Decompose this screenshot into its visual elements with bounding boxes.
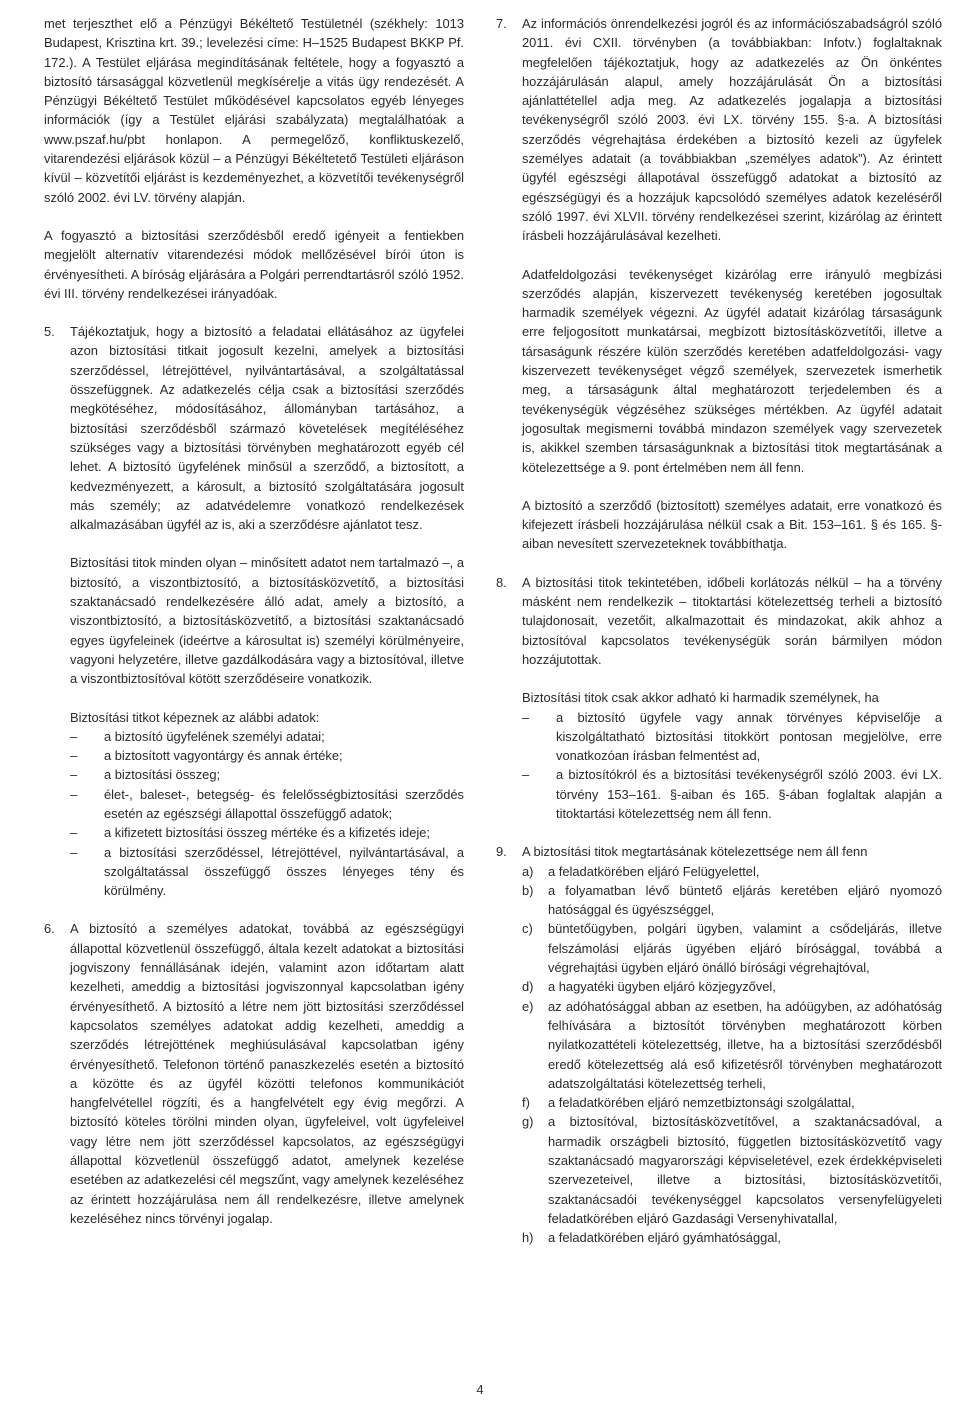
paragraph-exceptions-intro: A biztosítási titok megtartásának kötelezettsége nem áll fenn bbox=[522, 844, 868, 860]
dash-marker: – bbox=[70, 748, 78, 764]
list-item bbox=[70, 727, 464, 746]
list-item bbox=[522, 765, 942, 823]
list-item-text: a biztosított vagyontárgy és annak értéke; bbox=[104, 748, 343, 764]
list-item-text: a biztosító ügyfele vagy annak törvényes képviselője a kiszolgáltatható biztosítási titokkört pontosan megjelölve, erre vonatkozóan írásban felmentést ad, bbox=[556, 709, 942, 764]
paragraph-confidentiality: A biztosítási titok tekintetében, időbeli korlátozás nélkül – ha a törvény másként nem rendelkezik – titoktartási kötelezettség terheli a biztosító tulajdonosait, vezetőit, alkalmazottait és mindazokat, akik ahhoz a biztosítóval kapcsolatos tevékenységük során bármilyen módon hozzájutottak. bbox=[522, 574, 942, 667]
section-8 bbox=[496, 573, 942, 824]
paragraph-data-transfer: A biztosító a szerződő (biztosított) személyes adatait, erre vonatkozó és kifejezett írásbeli hozzájárulása nélkül csak a Bit. 153–161. § és 165. §-aiban nevesített szervezeteknek továbbíthatja. bbox=[522, 497, 942, 552]
list-item-text: az adóhatósággal abban az esetben, ha adóügyben, az adóhatóság felhívására a biztosítót törvényben meghatározott körben nyilatkozattételi kötelezettség, illetve, ha a biztosítási szerződésből eredő kötelezettség alá eső kifizetésről törvényben meghatározott adatszolgáltatási kötelezettség terheli, bbox=[548, 998, 942, 1091]
list-item bbox=[522, 1112, 942, 1228]
exceptions-list bbox=[522, 862, 942, 1248]
section-7 bbox=[496, 14, 942, 554]
list-item-text: élet-, baleset-, betegség- és felelősségbiztosítási szerződés esetén az egészségi állapottal összefüggő adatok; bbox=[104, 786, 464, 821]
list-item bbox=[522, 977, 942, 996]
list-item-text: a biztosítási szerződéssel, létrejöttével, nyilvántartásával, a szolgáltatással összefüggő összes lényeges tény és körülmény. bbox=[104, 844, 464, 899]
list-item bbox=[522, 1228, 942, 1247]
paragraph-insurance-secret-definition: Biztosítási titok minden olyan – minősített adatot nem tartalmazó –, a biztosító, a viszontbiztosító, a biztosításközvetítő, a biztosítási szaktanácsadó rendelkezésére álló adat, amely a biztosító, a viszontbiztosító, a biztosításközvetítő, a biztosítási szaktanácsadó egyes ügyfeleinek (ideértve a károsultat is) személyi körülményeire, vagyoni helyzetére, illetve gazdálkodására vagy a biztosítóval, illetve a viszontbiztosítóval kötött szerződéseire vonatkozik. bbox=[70, 555, 464, 687]
paragraph-court-route: A fogyasztó a biztosítási szerződésből eredő igényeit a fentiekben megjelölt alternatív vitarendezési módok mellőzésével bírói úton is érvényesítheti. A bíróság eljárására a Polgári perrendtartásról szóló 1952. évi III. törvény rendelkezései irányadóak. bbox=[44, 227, 464, 301]
section-number: 6. bbox=[44, 921, 55, 937]
section-number: 7. bbox=[496, 16, 507, 31]
list-item-text: a feladatkörében eljáró gyámhatósággal, bbox=[548, 1230, 781, 1246]
section-number: 5. bbox=[44, 324, 55, 340]
list-item bbox=[522, 1093, 942, 1112]
list-item bbox=[70, 843, 464, 901]
paragraph-data-handling: Tájékoztatjuk, hogy a biztosító a feladatai ellátásához az ügyfelei azon biztosítási titkait jogosult kezelni, amelyek a biztosítási szerződéssel, létrejöttével, nyilvántartásával, a szolgáltatással összefüggnek. Az adatkezelés célja csak a biztosítási szerződés megkötéséhez, módosításához, állományban tartásához, a biztosítási szerződésből származó követelések megítéléséhez szükséges vagy a biztosítási törvényben meghatározott egyéb cél lehet. A biztosító ügyfelének minősül a szerződő, a biztosított, a kedvezményezett, a károsult, a biztosító szolgáltatására jogosult más személy; az adatvédelemre vonatkozó rendelkezések alkalmazásában ügyfél az is, aki a szerződésre ajánlatot tesz. bbox=[70, 324, 464, 533]
dash-marker: – bbox=[70, 767, 78, 783]
list-item bbox=[522, 862, 942, 881]
dash-marker: – bbox=[522, 709, 530, 725]
secret-data-list bbox=[70, 727, 464, 901]
list-item-text: a kifizetett biztosítási összeg mértéke és a kifizetés ideje; bbox=[104, 825, 430, 841]
paragraph-data-processing: Adatfeldolgozási tevékenységet kizárólag erre irányuló megbízási szerződés alapján, kiszervezett tevékenység keretében jogosultak harmadik személyek végezni. Az ügyfél adatait kizárólag társaságunk erre feljogosított munkatársai, megbízott biztosításközvetítői, illetve a társaságunk részére külön szerződés keretében adatfeldolgozási- vagy kiszervezett tevékenységet végző személyek, szervezetek ismerhetik meg, a társaságunk által meghatározott terjedelemben és a tevékenységük végzéséhez szükséges mértékben. Az ügyfél adatait jogosultak megismerni továbbá mindazon személyek vagy szervezetek is, akikkel szemben társaságunknak a biztosítási titok megtartásának a kötelezettsége a 9. pont értelmében nem áll fenn. bbox=[522, 266, 942, 475]
item-letter: b) bbox=[522, 882, 534, 898]
list-item-text: büntetőügyben, polgári ügyben, valamint a csődeljárás, illetve felszámolási eljárás ügyében eljáró bírósággal, továbbá a végrehajtási ügyben eljáró önálló bírósági végrehajtóval, bbox=[548, 921, 942, 976]
item-letter: a) bbox=[522, 863, 534, 879]
list-item bbox=[70, 746, 464, 765]
left-column bbox=[44, 14, 464, 1228]
item-letter: g) bbox=[522, 1114, 534, 1130]
list-item-text: a feladatkörében eljáró nemzetbiztonsági szolgálattal, bbox=[548, 1095, 855, 1111]
dash-marker: – bbox=[70, 825, 78, 841]
dash-marker: – bbox=[70, 844, 78, 860]
dash-marker: – bbox=[70, 728, 78, 744]
item-letter: f) bbox=[522, 1095, 530, 1111]
list-item bbox=[70, 823, 464, 842]
item-letter: e) bbox=[522, 998, 534, 1014]
disclosure-conditions-list bbox=[522, 708, 942, 824]
section-5 bbox=[44, 322, 464, 900]
list-item bbox=[522, 708, 942, 766]
dash-marker: – bbox=[522, 767, 530, 783]
section-number: 9. bbox=[496, 844, 507, 860]
list-item bbox=[522, 997, 942, 1093]
list-item-text: a hagyatéki ügyben eljáró közjegyzővel, bbox=[548, 979, 776, 995]
list-item-text: a folyamatban lévő büntető eljárás keretében eljáró nyomozó hatósággal és ügyészséggel, bbox=[548, 882, 942, 918]
list-item bbox=[522, 919, 942, 977]
paragraph-secret-list-intro: Biztosítási titkot képeznek az alábbi adatok: bbox=[70, 709, 320, 725]
section-6 bbox=[44, 919, 464, 1228]
item-letter: h) bbox=[522, 1230, 534, 1246]
list-item-text: a feladatkörében eljáró Felügyelettel, bbox=[548, 863, 760, 879]
paragraph-infotv: Az információs önrendelkezési jogról és az információszabadságról szóló 2011. évi CXII. törvényben (a továbbiakban: Infotv.) foglaltaknak megfelelően tájékoztatjuk, hogy az adatkezelés az Ön önkéntes hozzájárulásán alapul, amely hozzájárulását Ön a biztosítási ajánlattétellel adja meg. Az adatkezelés jogalapja a biztosítási tevékenységről szóló 2003. évi LX. törvény 155. §-a. A biztosítási szerződés végrehajtása érdekében a biztosító kezeli az ügyfelek személyes adatait (a továbbiakban „személyes adatok”). Az érintett ügyfél egészségi állapotával összefüggő adatokat a biztosító az egészségügyi és a hozzájuk kapcsolódó személyes adatok kezeléséről szóló 1997. évi XLVII. törvény rendelkezései szerint, kizárólag az érintett írásbeli hozzájárulásával kezelheti. bbox=[522, 16, 942, 244]
page-number: 4 bbox=[476, 1382, 484, 1397]
list-item-text: a biztosítókról és a biztosítási tevékenységről szóló 2003. évi LX. törvény 153–161. §-aiban és 165. §-ában foglaltak alapján a titoktartási kötelezettség nem áll fenn. bbox=[556, 767, 942, 821]
list-item-text: a biztosító ügyfelének személyi adatai; bbox=[104, 728, 325, 744]
paragraph-data-retention: A biztosító a személyes adatokat, továbbá az egészségügyi állapottal közvetlenül összefüggő, általa kezelt adatokat a biztosítási jogviszony fennállásának idején, valamint azon időtartam alatt kezelheti, ameddig a biztosítási jogviszonnyal kapcsolatban igény érvényesíthető. A biztosító a létre nem jött biztosítási szerződéssel kapcsolatos személyes adatokat addig kezelheti, ameddig a szerződés létrejöttének meghiúsulásával kapcsolatban igény érvényesíthető. Telefonon történő panaszkezelés esetén a biztosító a közötte és az ügyfél közötti telefonos kommunikációt hangfelvétellel rögzíti, és a hangfelvételt egy évig megőrzi. A biztosító köteles törölni minden olyan, ügyfeleivel, volt ügyfeleivel vagy létre nem jött szerződéssel kapcsolatos, az egészségügyi állapottal közvetlenül összefüggő adatot, amelynek kezelése esetében az adatkezelési cél megszűnt, vagy amelynek kezeléséhez az érintett hozzájárulása nem áll rendelkezésre, illetve amelynek kezeléséhez nincs törvényi jogalap. bbox=[70, 921, 464, 1226]
section-number: 8. bbox=[496, 574, 507, 590]
list-item bbox=[522, 881, 942, 920]
list-item-text: a biztosítási összeg; bbox=[104, 767, 221, 783]
dash-marker: – bbox=[70, 786, 78, 802]
list-item bbox=[70, 785, 464, 824]
item-letter: d) bbox=[522, 979, 534, 995]
list-item bbox=[70, 765, 464, 784]
list-item-text: a biztosítóval, biztosításközvetítővel, a szaktanácsadóval, a harmadik országbeli biztosító, független biztosításközvetítő vagy szaktanácsadó magyarországi képviseletével, ezek érdekképviseleti szervezeteivel, illetve a biztosítási, biztosításközvetítői, szaktanácsadói tevékenységgel kapcsolatos versenyfelügyeleti feladatkörében eljáró Gazdasági Versenyhivatallal, bbox=[548, 1114, 942, 1226]
paragraph-complaint-board: met terjeszthet elő a Pénzügyi Békéltető Testületnél (székhely: 1013 Budapest, Krisztina krt. 39.; levelezési címe: H–1525 Budapest BKKP Pf. 172.). A Testület eljárása megindításának feltétele, hogy a fogyasztó a biztosító társasággal közvetlenül megkísérelje a vitás ügy rendezését. A Pénzügyi Békéltető Testület működésével kapcsolatos egyéb lényeges információk (így a Testület eljárási szabályzata) megtalálhatóak a www.pszaf.hu/pbt honlapon. A permegelőző, konfliktuskezelő, vitarendezési eljárások közül – a Pénzügyi Békéltetető Testületi eljáráson kívül – közvetítői eljárást is kezdeményezhet, a közvetítői tevékenységről szóló 2002. évi LV. törvény alapján. bbox=[44, 16, 464, 205]
item-letter: c) bbox=[522, 921, 533, 937]
section-9 bbox=[496, 842, 942, 1247]
paragraph-disclosure-intro: Biztosítási titok csak akkor adható ki harmadik személynek, ha bbox=[522, 690, 879, 706]
right-column bbox=[496, 14, 942, 1248]
